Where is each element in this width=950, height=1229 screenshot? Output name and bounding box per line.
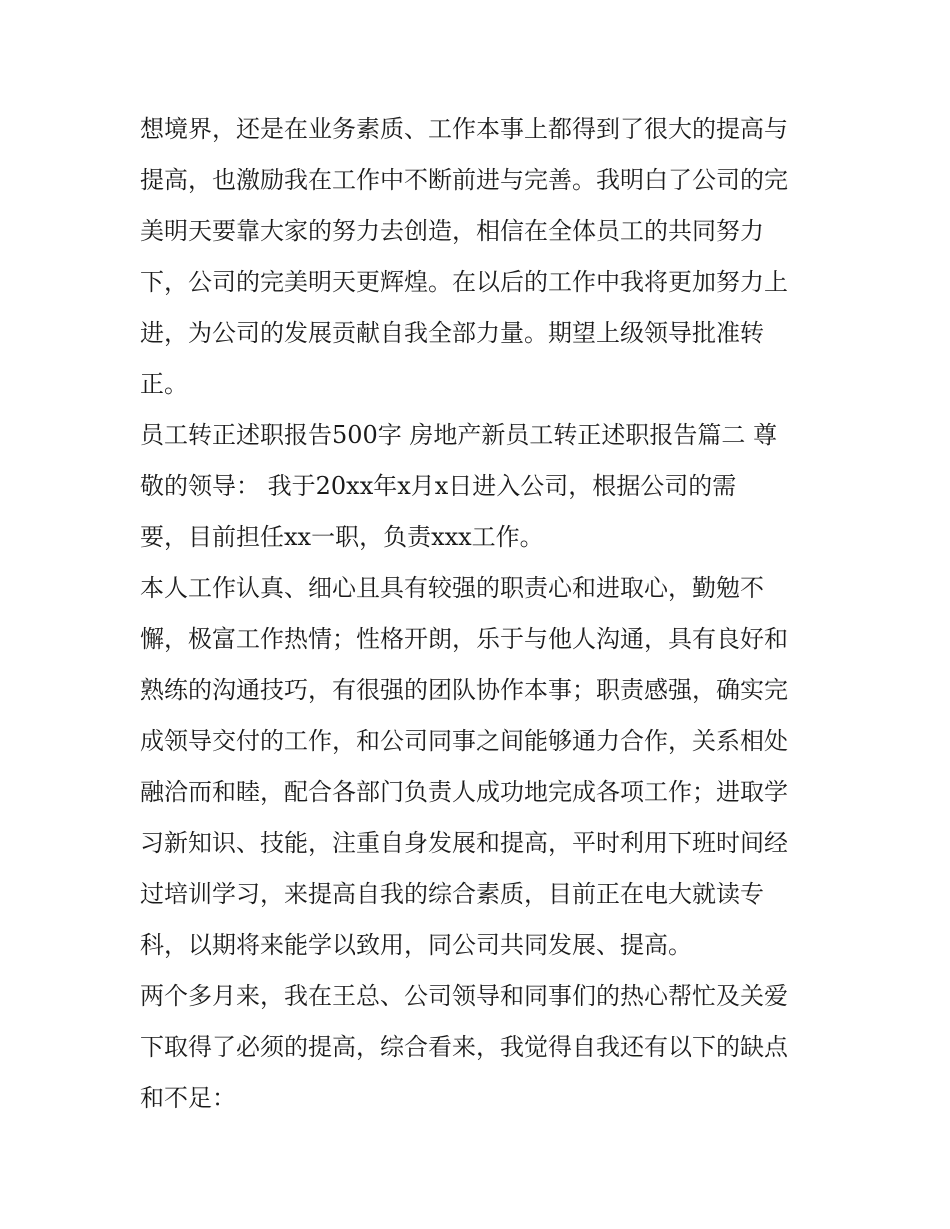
text-line: 和不足： xyxy=(140,1084,236,1112)
paragraph-self-assessment xyxy=(140,563,815,971)
text-line: 美明天要靠大家的努力去创造，相信在全体员工的共同努力 xyxy=(140,217,764,245)
paragraph-conclusion xyxy=(140,104,815,410)
text-line: 下取得了必须的提高，综合看来，我觉得自我还有以下的缺点 xyxy=(140,1033,788,1061)
text-line: 想境界，还是在业务素质、工作本事上都得到了很大的提高与 xyxy=(140,115,788,143)
document-body xyxy=(140,104,815,1124)
text-line: 成领导交付的工作，和公司同事之间能够通力合作，关系相处 xyxy=(140,727,788,755)
text-line: 敬的领导： 我于20xx年x月x日进入公司，根据公司的需 xyxy=(140,472,737,500)
text-line: 融洽而和睦，配合各部门负责人成功地完成各项工作；进取学 xyxy=(140,778,788,806)
text-line: 本人工作认真、细心且具有较强的职责心和进取心，勤勉不 xyxy=(140,574,764,602)
text-line: 懈，极富工作热情；性格开朗，乐于与他人沟通，具有良好和 xyxy=(140,625,788,653)
paragraph-report-heading xyxy=(140,410,815,563)
text-line: 进，为公司的发展贡献自我全部力量。期望上级领导批准转 xyxy=(140,319,764,347)
text-line: 两个多月来，我在王总、公司领导和同事们的热心帮忙及关爱 xyxy=(140,982,788,1010)
text-line: 习新知识、技能，注重自身发展和提高，平时利用下班时间经 xyxy=(140,829,788,857)
paragraph-shortcomings-intro xyxy=(140,971,815,1124)
text-line: 正。 xyxy=(140,370,188,398)
text-line: 要，目前担任xx一职，负责xxx工作。 xyxy=(140,523,544,551)
text-line: 员工转正述职报告500字 房地产新员工转正述职报告篇二 尊 xyxy=(140,421,778,449)
text-line: 熟练的沟通技巧，有很强的团队协作本事；职责感强，确实完 xyxy=(140,676,788,704)
text-line: 下，公司的完美明天更辉煌。在以后的工作中我将更加努力上 xyxy=(140,268,788,296)
text-line: 科，以期将来能学以致用，同公司共同发展、提高。 xyxy=(140,931,692,959)
text-line: 过培训学习，来提高自我的综合素质，目前正在电大就读专 xyxy=(140,880,764,908)
text-line: 提高，也激励我在工作中不断前进与完善。我明白了公司的完 xyxy=(140,166,788,194)
